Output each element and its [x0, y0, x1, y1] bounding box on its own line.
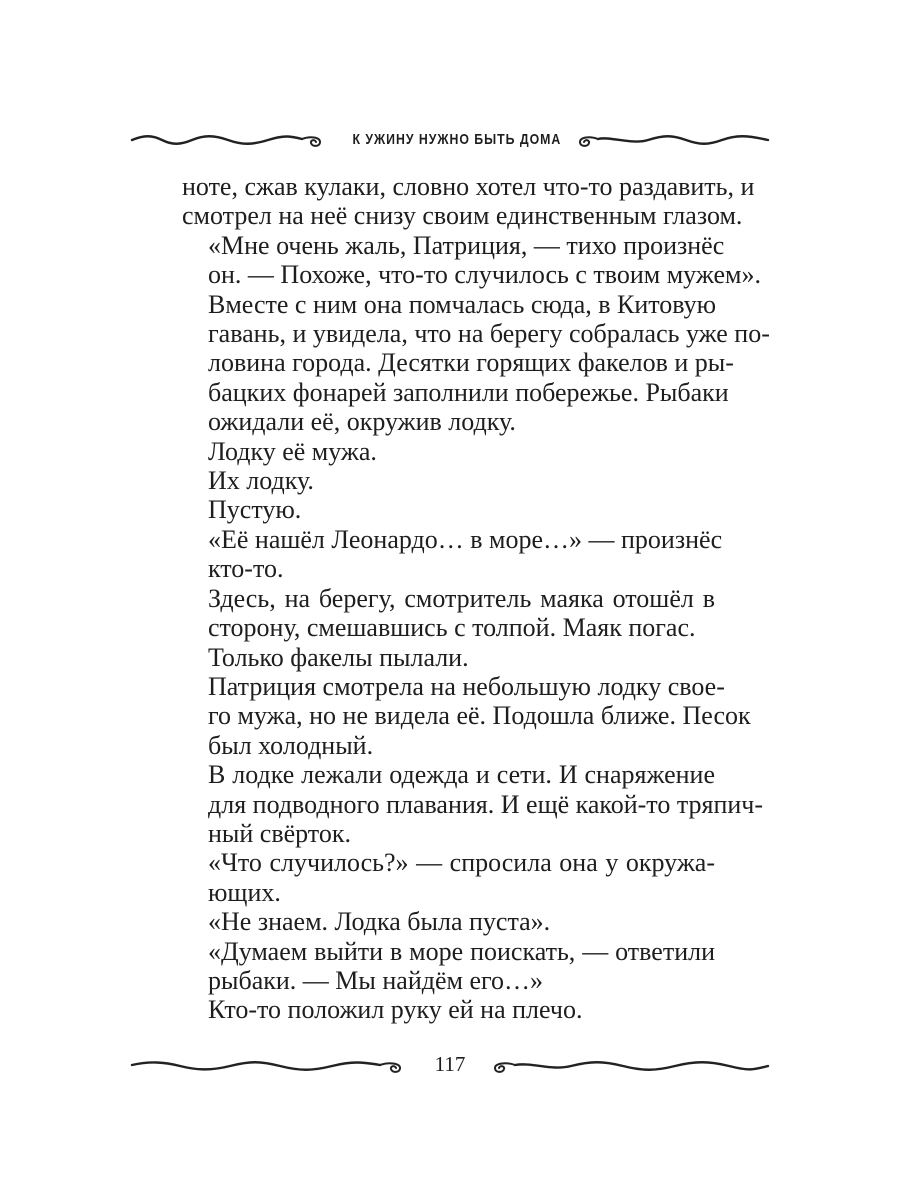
right-wave-ornament-icon — [570, 126, 770, 156]
text-line: «Мне очень жаль, Патриция, — тихо произнёс — [208, 230, 725, 260]
left-footer-wave-ornament-icon — [130, 1052, 410, 1082]
text-line: бацких фонарей заполнили побережье. Рыбаки — [208, 377, 729, 407]
running-title: К УЖИНУ НУЖНО БЫТЬ ДОМА — [352, 131, 562, 148]
text-line: для подводного плавания. И ещё какой-то тряпич- — [208, 789, 764, 819]
text-line: Пустую. — [208, 495, 302, 525]
text-line: Патриция смотрела на небольшую лодку свое- — [208, 671, 725, 701]
text-line: Вместе с ним она помчалась сюда, в Китовую — [208, 289, 717, 319]
text-line: го мужа, но не видела её. Подошла ближе. Песок — [208, 701, 751, 731]
text-line: Их лодку. — [208, 466, 314, 496]
text-line: ожидали её, окружив лодку. — [208, 407, 516, 437]
text-line: Только факелы пылали. — [208, 642, 469, 672]
text-line: ющих. — [208, 877, 281, 907]
text-line: рыбаки. — Мы найдём его…» — [208, 965, 544, 995]
text-line: «Её нашёл Леонардо… в море…» — произнёс — [208, 524, 723, 554]
paragraph — [182, 937, 715, 996]
text-line: кто-то. — [208, 554, 284, 584]
paragraph — [182, 230, 761, 290]
text-line: Кто-то положил руку ей на плечо. — [208, 995, 583, 1025]
page-footer — [130, 1052, 770, 1082]
body-text — [182, 172, 770, 1025]
text-line: был холодный. — [208, 730, 374, 760]
paragraph — [182, 671, 751, 760]
text-line: «Что случилось?» — спросила она у окружа- — [208, 848, 715, 878]
text-line: сторону, смешавшись с толпой. Маяк погас. — [208, 613, 696, 643]
running-header — [130, 126, 770, 156]
text-line: «Не знаем. Лодка была пуста». — [208, 907, 551, 937]
paragraph — [182, 289, 770, 437]
left-wave-ornament-icon — [130, 126, 330, 156]
paragraph — [182, 643, 715, 672]
paragraph — [182, 524, 723, 584]
text-line: Лодку её мужа. — [208, 436, 377, 466]
text-line: «Думаем выйти в море поискать, — ответили — [208, 936, 715, 966]
text-line: ный свёрток. — [208, 818, 351, 848]
paragraph — [182, 907, 715, 936]
paragraph — [182, 760, 764, 848]
paragraph — [182, 995, 715, 1024]
paragraph — [182, 466, 715, 495]
text-line: ноте, сжав кулаки, словно хотел что-то раздавить, и — [182, 172, 755, 201]
paragraph — [182, 495, 715, 524]
text-line: В лодке лежали одежда и сети. И снаряжение — [208, 760, 715, 790]
right-footer-wave-ornament-icon — [485, 1052, 770, 1082]
text-line: он. — Похоже, что-то случилось с твоим мужем». — [208, 260, 761, 290]
paragraph — [182, 172, 755, 231]
text-line: ловина города. Десятки горящих факелов и ры- — [208, 348, 734, 378]
paragraph — [182, 848, 715, 907]
text-line: гавань, и увидела, что на берегу собралась уже по- — [208, 319, 770, 349]
page-number: 117 — [434, 1052, 466, 1076]
paragraph — [182, 437, 715, 466]
paragraph — [182, 584, 715, 643]
text-line: Здесь, на берегу, смотритель маяка отошёл в — [208, 583, 715, 613]
text-line: смотрел на неё снизу своим единственным глазом. — [182, 201, 743, 231]
